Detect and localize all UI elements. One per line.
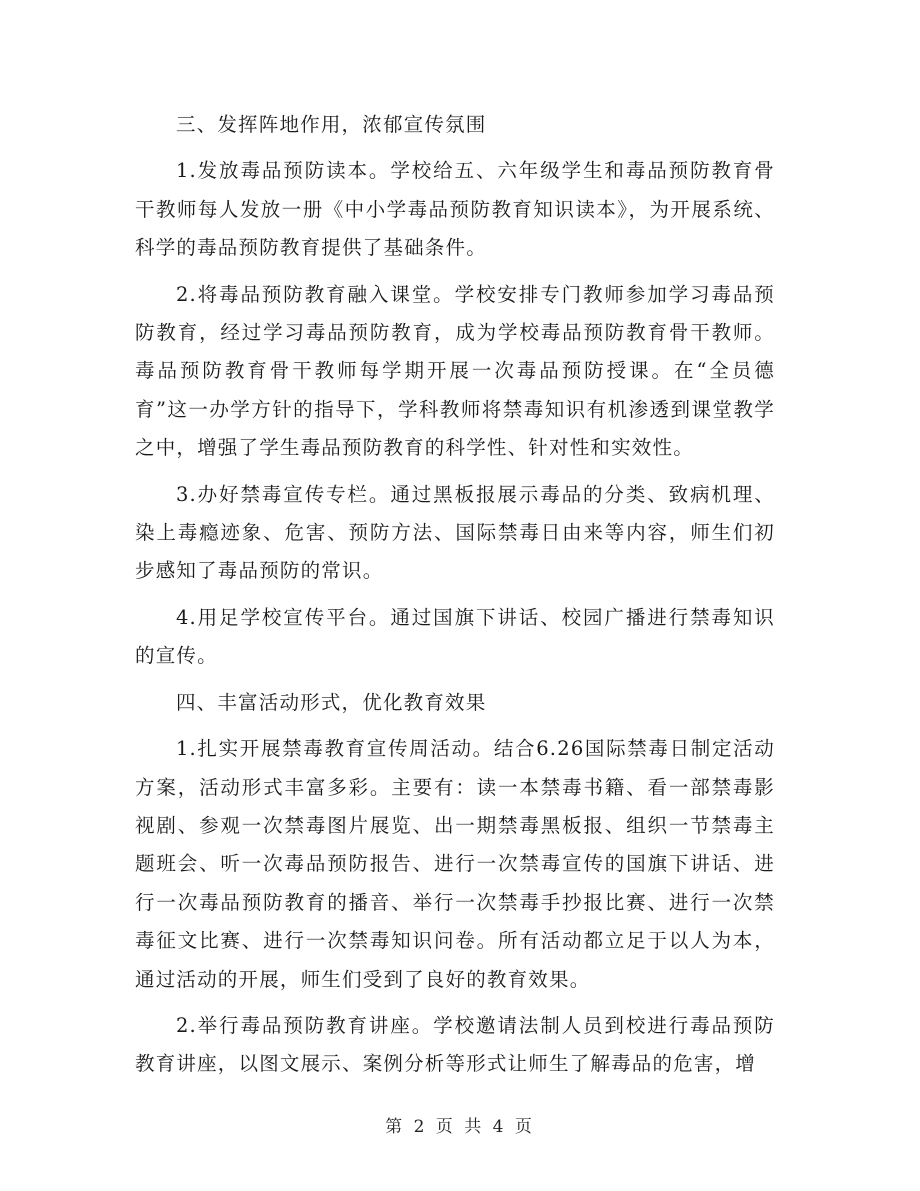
section-heading-3: 三、发挥阵地作用，浓郁宣传氛围: [175, 113, 487, 136]
paragraph-4-2: 2.举行毒品预防教育讲座。学校邀请法制人员到校进行毒品预防教育讲座，以图文展示、案例分析等形式让师生了解毒品的危害，增: [135, 1013, 775, 1076]
paragraph-4-1: 1.扎实开展禁毒教育宣传周活动。结合6.26国际禁毒日制定活动方案，活动形式丰富多彩。主要有：读一本禁毒书籍、看一部禁毒影视剧、参观一次禁毒图片展览、出一期禁毒黑板报、组织一节禁毒主题班会、听一次毒品预防报告、进行一次禁毒宣传的国旗下讲话、进行一次毒品预防教育的播音、举行一次禁毒手抄报比赛、进行一次禁毒征文比赛、进行一次禁毒知识问卷。所有活动都立足于以人为本，通过活动的开展，师生们受到了良好的教育效果。: [135, 737, 775, 991]
page-number-footer: 第 2 页 共 4 页: [385, 1117, 535, 1137]
paragraph-3-1: 1.发放毒品预防读本。学校给五、六年级学生和毒品预防教育骨干教师每人发放一册《中小学毒品预防教育知识读本》，为开展系统、科学的毒品预防教育提供了基础条件。: [135, 159, 775, 260]
document-body: [135, 106, 775, 1092]
paragraph-3-4: 4.用足学校宣传平台。通过国旗下讲话、校园广播进行禁毒知识的宣传。: [135, 605, 775, 668]
paragraph-3-3: 3.办好禁毒宣传专栏。通过黑板报展示毒品的分类、致病机理、染上毒瘾迹象、危害、预防方法、国际禁毒日由来等内容，师生们初步感知了毒品预防的常识。: [135, 482, 775, 583]
section-heading-4: 四、丰富活动形式，优化教育效果: [175, 690, 487, 714]
paragraph-3-2: 2.将毒品预防教育融入课堂。学校安排专门教师参加学习毒品预防教育，经过学习毒品预防教育，成为学校毒品预防教育骨干教师。毒品预防教育骨干教师每学期开展一次毒品预防授课。在“全员德育”这一办学方针的指导下，学科教师将禁毒知识有机渗透到课堂教学之中，增强了学生毒品预防教育的科学性、针对性和实效性。: [135, 282, 775, 460]
